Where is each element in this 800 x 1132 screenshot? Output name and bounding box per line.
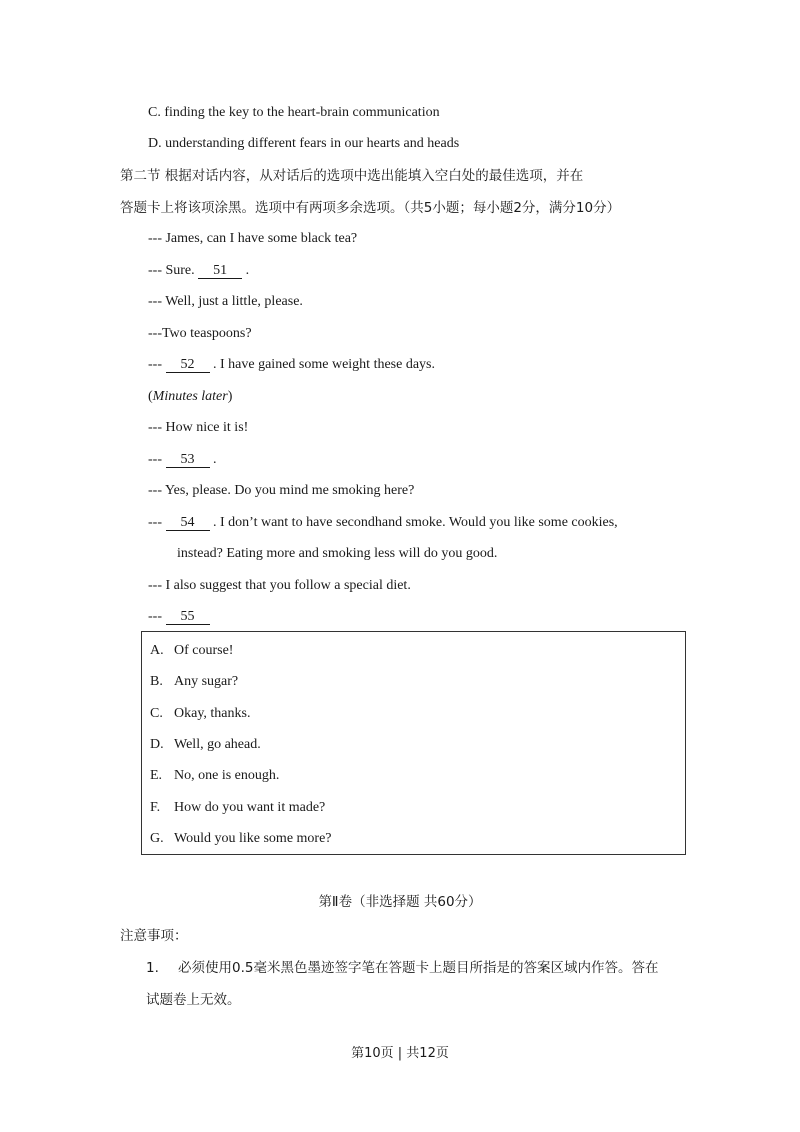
option-letter: F. — [150, 800, 161, 815]
option-text: No, one is enough. — [174, 768, 280, 783]
dialogue-line-13 — [148, 607, 210, 627]
notice-item-1 — [146, 958, 658, 978]
option-c — [150, 704, 250, 724]
page-footer: 第10页 | 共12页 — [351, 1046, 449, 1061]
dialogue-text: --- — [148, 452, 166, 467]
dialogue-line-4: ---Two teaspoons? — [148, 326, 252, 341]
notice-item-text: 必须使用0.5毫米黑色墨迹签字笔在答题卡上题目所指是的答案区域内作答。答在 — [178, 960, 659, 976]
option-text: Okay, thanks. — [174, 706, 251, 721]
answer-blank-55: 55 — [166, 609, 210, 625]
paren-open: ( — [148, 389, 153, 404]
dialogue-line-7: --- How nice it is! — [148, 420, 249, 435]
dialogue-line-9: --- Yes, please. Do you mind me smoking here? — [148, 483, 415, 498]
dialogue-text: --- — [148, 357, 166, 372]
option-letter: C. — [150, 706, 163, 721]
paren-close: ) — [227, 389, 233, 404]
dialogue-text: . I don’t want to have secondhand smoke. Would you like some cookies, — [209, 515, 618, 530]
notice-heading: 注意事项： — [120, 928, 188, 944]
dialogue-line-6 — [148, 387, 232, 407]
dialogue-text: --- — [148, 515, 166, 530]
option-letter: A. — [150, 643, 164, 658]
dialogue-line-12: --- I also suggest that you follow a special diet. — [148, 578, 411, 593]
dialogue-line-5 — [148, 355, 435, 375]
dialogue-text: --- — [148, 609, 166, 624]
dialogue-line-2 — [148, 261, 249, 281]
option-text: Well, go ahead. — [174, 737, 261, 752]
dialogue-line-1: --- James, can I have some black tea? — [148, 231, 358, 246]
dialogue-line-10 — [148, 513, 618, 533]
section2-instruction-line2: 答题卡上将该项涂黑。选项中有两项多余选项。（共5小题；每小题2分，满分10分） — [120, 200, 621, 216]
dialogue-line-8 — [148, 450, 217, 470]
options-box — [141, 631, 686, 855]
option-letter: B. — [150, 674, 163, 689]
option-b — [150, 672, 238, 692]
answer-blank-53: 53 — [166, 452, 210, 468]
dialogue-text: --- Sure. — [148, 263, 199, 278]
answer-blank-52: 52 — [166, 357, 210, 373]
answer-blank-54: 54 — [166, 515, 210, 531]
notice-item-number: 1. — [146, 960, 159, 976]
stage-direction: Minutes later — [152, 389, 228, 404]
option-text: Would you like some more? — [174, 831, 332, 846]
dialogue-text: . I have gained some weight these days. — [209, 357, 435, 372]
dialogue-text: . — [209, 452, 217, 467]
section2-instruction-line1: 第二节 根据对话内容，从对话后的选项中选出能填入空白处的最佳选项，并在 — [120, 168, 584, 184]
option-text: How do you want it made? — [174, 800, 326, 815]
option-f — [150, 798, 325, 818]
option-e — [150, 766, 279, 786]
option-text: Of course! — [174, 643, 234, 658]
prev-option-c: C. finding the key to the heart-brain communication — [148, 105, 440, 120]
option-g — [150, 829, 332, 849]
option-text: Any sugar? — [174, 674, 239, 689]
option-a — [150, 641, 233, 661]
option-letter: E. — [150, 768, 163, 783]
answer-blank-51: 51 — [198, 263, 242, 279]
option-letter: G. — [150, 831, 164, 846]
dialogue-line-3: --- Well, just a little, please. — [148, 294, 303, 309]
notice-item-1-continued: 试题卷上无效。 — [146, 992, 241, 1008]
dialogue-text: . — [242, 263, 250, 278]
option-d — [150, 735, 261, 755]
prev-option-d: D. understanding different fears in our hearts and heads — [148, 136, 460, 151]
option-letter: D. — [150, 737, 164, 752]
part2-title: 第Ⅱ卷（非选择题 共60分） — [318, 894, 482, 910]
dialogue-line-11: instead? Eating more and smoking less will do you good. — [177, 546, 498, 561]
